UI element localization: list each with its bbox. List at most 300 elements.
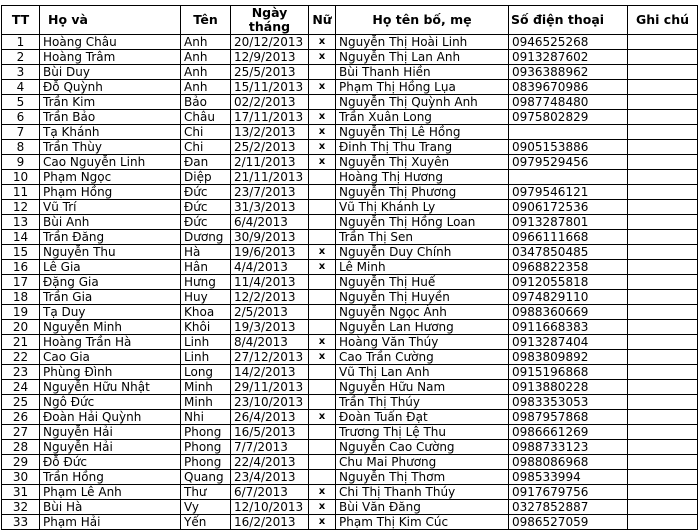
cell-ho-va[interactable]: Phùng Đình xyxy=(40,365,181,380)
cell-ten[interactable]: Khôi xyxy=(181,320,231,335)
cell-phone[interactable]: 0974829110 xyxy=(509,290,628,305)
table-row xyxy=(2,305,698,320)
cell-ten[interactable]: Khoa xyxy=(181,305,231,320)
cell-tt[interactable]: 14 xyxy=(2,230,40,245)
cell-parent[interactable]: Nguyễn Hữu Nam xyxy=(336,380,509,395)
table-row xyxy=(2,230,698,245)
cell-nu[interactable]: x xyxy=(309,35,336,50)
cell-tt[interactable]: 16 xyxy=(2,260,40,275)
cell-date[interactable]: 2/11/2013 xyxy=(231,155,309,170)
cell-note[interactable] xyxy=(628,215,698,230)
table-row xyxy=(2,245,698,260)
table-row xyxy=(2,140,698,155)
table-row xyxy=(2,200,698,215)
cell-parent[interactable]: Cao Trần Cường xyxy=(336,350,509,365)
cell-phone[interactable]: 0987748480 xyxy=(509,95,628,110)
cell-ho-va[interactable]: Phạm Hải xyxy=(40,515,181,530)
cell-ho-va[interactable]: Trần Gia xyxy=(40,290,181,305)
cell-phone[interactable]: 0911668383 xyxy=(509,320,628,335)
cell-ten[interactable]: Nhi xyxy=(181,410,231,425)
cell-tt[interactable]: 33 xyxy=(2,515,40,530)
table-row xyxy=(2,80,698,95)
cell-note[interactable] xyxy=(628,515,698,530)
cell-date[interactable]: 29/11/2013 xyxy=(231,380,309,395)
cell-note[interactable] xyxy=(628,275,698,290)
cell-parent[interactable]: Trần Thị Thúy xyxy=(336,395,509,410)
cell-ten[interactable]: Đức xyxy=(181,200,231,215)
table-row xyxy=(2,455,698,470)
cell-phone[interactable]: 0988733123 xyxy=(509,440,628,455)
cell-ten[interactable]: Diệp xyxy=(181,170,231,185)
cell-parent[interactable]: Đinh Thị Thu Trang xyxy=(336,140,509,155)
cell-nu[interactable]: x xyxy=(309,335,336,350)
cell-tt[interactable]: 29 xyxy=(2,455,40,470)
cell-ho-va[interactable]: Phạm Ngọc xyxy=(40,170,181,185)
cell-note[interactable] xyxy=(628,395,698,410)
cell-date[interactable]: 17/11/2013 xyxy=(231,110,309,125)
cell-phone[interactable]: 0913287602 xyxy=(509,50,628,65)
cell-tt[interactable]: 32 xyxy=(2,500,40,515)
table-row xyxy=(2,215,698,230)
table-row xyxy=(2,500,698,515)
cell-date[interactable]: 16/2/2013 xyxy=(231,515,309,530)
cell-note[interactable] xyxy=(628,485,698,500)
cell-ten[interactable]: Phong xyxy=(181,425,231,440)
cell-parent[interactable]: Chu Mai Phương xyxy=(336,455,509,470)
cell-ho-va[interactable]: Cao Gia xyxy=(40,350,181,365)
table-row xyxy=(2,335,698,350)
cell-parent[interactable]: Hoàng Văn Thúy xyxy=(336,335,509,350)
cell-phone[interactable]: 0936388962 xyxy=(509,65,628,80)
cell-date[interactable]: 21/11/2013 xyxy=(231,170,309,185)
cell-tt[interactable]: 22 xyxy=(2,350,40,365)
cell-note[interactable] xyxy=(628,440,698,455)
cell-ten[interactable]: Long xyxy=(181,365,231,380)
cell-phone[interactable]: 0988086968 xyxy=(509,455,628,470)
cell-nu[interactable]: x xyxy=(309,155,336,170)
cell-note[interactable] xyxy=(628,155,698,170)
cell-note[interactable] xyxy=(628,200,698,215)
header-note[interactable]: Ghi chú xyxy=(628,6,698,35)
cell-ho-va[interactable]: Trần Bảo xyxy=(40,110,181,125)
cell-tt[interactable]: 12 xyxy=(2,200,40,215)
cell-note[interactable] xyxy=(628,245,698,260)
cell-nu[interactable] xyxy=(309,365,336,380)
cell-nu[interactable]: x xyxy=(309,515,336,530)
cell-date[interactable]: 27/12/2013 xyxy=(231,350,309,365)
cell-date[interactable]: 23/7/2013 xyxy=(231,185,309,200)
cell-parent[interactable]: Nguyễn Thị Quỳnh Anh xyxy=(336,95,509,110)
cell-tt[interactable]: 26 xyxy=(2,410,40,425)
cell-ten[interactable]: Huy xyxy=(181,290,231,305)
cell-date[interactable]: 12/2/2013 xyxy=(231,290,309,305)
cell-ho-va[interactable]: Bùi Duy xyxy=(40,65,181,80)
cell-note[interactable] xyxy=(628,185,698,200)
cell-nu[interactable]: x xyxy=(309,410,336,425)
cell-ten[interactable]: Hưng xyxy=(181,275,231,290)
cell-date[interactable]: 15/11/2013 xyxy=(231,80,309,95)
table-row xyxy=(2,290,698,305)
cell-nu[interactable]: x xyxy=(309,125,336,140)
cell-nu[interactable] xyxy=(309,275,336,290)
cell-tt[interactable]: 1 xyxy=(2,35,40,50)
cell-phone[interactable]: 0983353053 xyxy=(509,395,628,410)
cell-phone[interactable]: 0975802829 xyxy=(509,110,628,125)
cell-date[interactable]: 14/2/2013 xyxy=(231,365,309,380)
cell-note[interactable] xyxy=(628,50,698,65)
cell-tt[interactable]: 8 xyxy=(2,140,40,155)
cell-ten[interactable]: Linh xyxy=(181,350,231,365)
cell-ho-va[interactable]: Nguyễn Minh xyxy=(40,320,181,335)
cell-note[interactable] xyxy=(628,260,698,275)
cell-ten[interactable]: Dương xyxy=(181,230,231,245)
cell-tt[interactable]: 27 xyxy=(2,425,40,440)
cell-nu[interactable]: x xyxy=(309,140,336,155)
cell-tt[interactable]: 21 xyxy=(2,335,40,350)
cell-ten[interactable]: Anh xyxy=(181,80,231,95)
cell-parent[interactable]: Nguyễn Ngọc Ánh xyxy=(336,305,509,320)
table-row xyxy=(2,470,698,485)
cell-nu[interactable] xyxy=(309,215,336,230)
cell-ho-va[interactable]: Nguyễn Hải xyxy=(40,425,181,440)
cell-parent[interactable]: Nguyễn Thị Huế xyxy=(336,275,509,290)
cell-tt[interactable]: 20 xyxy=(2,320,40,335)
cell-phone[interactable]: 0987957868 xyxy=(509,410,628,425)
cell-tt[interactable]: 23 xyxy=(2,365,40,380)
cell-ho-va[interactable]: Phạm Hồng xyxy=(40,185,181,200)
cell-tt[interactable]: 3 xyxy=(2,65,40,80)
cell-date[interactable]: 8/4/2013 xyxy=(231,335,309,350)
cell-phone[interactable]: 0912055818 xyxy=(509,275,628,290)
cell-date[interactable]: 23/10/2013 xyxy=(231,395,309,410)
cell-tt[interactable]: 10 xyxy=(2,170,40,185)
cell-ho-va[interactable]: Hoàng Trần Hà xyxy=(40,335,181,350)
cell-ho-va[interactable]: Đỗ Đức xyxy=(40,455,181,470)
cell-ten[interactable]: Phong xyxy=(181,455,231,470)
cell-ho-va[interactable]: Trần Kim xyxy=(40,95,181,110)
cell-ten[interactable]: Bảo xyxy=(181,95,231,110)
cell-note[interactable] xyxy=(628,110,698,125)
table-row xyxy=(2,110,698,125)
cell-ho-va[interactable]: Nguyễn Hải xyxy=(40,440,181,455)
cell-date[interactable]: 26/4/2013 xyxy=(231,410,309,425)
cell-parent[interactable]: Nguyễn Thị Huyền xyxy=(336,290,509,305)
cell-ho-va[interactable]: Đỗ Quỳnh xyxy=(40,80,181,95)
cell-tt[interactable]: 11 xyxy=(2,185,40,200)
cell-parent[interactable]: Nguyễn Thị Lan Anh xyxy=(336,50,509,65)
cell-ho-va[interactable]: Bùi Anh xyxy=(40,215,181,230)
cell-phone[interactable]: 0968822358 xyxy=(509,260,628,275)
cell-ten[interactable]: Chi xyxy=(181,140,231,155)
cell-nu[interactable]: x xyxy=(309,260,336,275)
table-row xyxy=(2,380,698,395)
cell-ho-va[interactable]: Vũ Trí xyxy=(40,200,181,215)
cell-parent[interactable]: Nguyễn Thị Phương xyxy=(336,185,509,200)
table-row xyxy=(2,35,698,50)
cell-ho-va[interactable]: Đoàn Hải Quỳnh xyxy=(40,410,181,425)
cell-ho-va[interactable]: Trần Hồng xyxy=(40,470,181,485)
cell-note[interactable] xyxy=(628,410,698,425)
cell-nu[interactable] xyxy=(309,95,336,110)
cell-note[interactable] xyxy=(628,230,698,245)
cell-ten[interactable]: Minh xyxy=(181,395,231,410)
cell-tt[interactable]: 9 xyxy=(2,155,40,170)
cell-note[interactable] xyxy=(628,125,698,140)
cell-date[interactable]: 02/2/2013 xyxy=(231,95,309,110)
cell-parent[interactable]: Nguyễn Thị Xuyên xyxy=(336,155,509,170)
cell-ten[interactable]: Anh xyxy=(181,65,231,80)
cell-date[interactable]: 4/4/2013 xyxy=(231,260,309,275)
cell-nu[interactable] xyxy=(309,170,336,185)
cell-note[interactable] xyxy=(628,35,698,50)
cell-date[interactable]: 13/2/2013 xyxy=(231,125,309,140)
cell-parent[interactable]: Nguyễn Thị Hồng Loan xyxy=(336,215,509,230)
cell-nu[interactable]: x xyxy=(309,50,336,65)
table-row xyxy=(2,275,698,290)
cell-ho-va[interactable]: Phạm Lê Anh xyxy=(40,485,181,500)
cell-parent[interactable]: Nguyễn Duy Chính xyxy=(336,245,509,260)
cell-phone[interactable]: 0915196868 xyxy=(509,365,628,380)
cell-note[interactable] xyxy=(628,500,698,515)
cell-parent[interactable]: Vũ Thị Lan Anh xyxy=(336,365,509,380)
cell-phone[interactable]: 0327852887 xyxy=(509,500,628,515)
cell-ho-va[interactable]: Đặng Gia xyxy=(40,275,181,290)
cell-note[interactable] xyxy=(628,335,698,350)
cell-note[interactable] xyxy=(628,170,698,185)
cell-note[interactable] xyxy=(628,350,698,365)
cell-date[interactable]: 6/7/2013 xyxy=(231,485,309,500)
cell-parent[interactable]: Lê Minh xyxy=(336,260,509,275)
table-row xyxy=(2,155,698,170)
cell-parent[interactable]: Phạm Thị Hồng Lụa xyxy=(336,80,509,95)
cell-tt[interactable]: 19 xyxy=(2,305,40,320)
cell-parent[interactable]: Trương Thị Lệ Thu xyxy=(336,425,509,440)
cell-ho-va[interactable]: Ngô Đức xyxy=(40,395,181,410)
cell-nu[interactable]: x xyxy=(309,350,336,365)
cell-ten[interactable]: Anh xyxy=(181,35,231,50)
cell-phone[interactable] xyxy=(509,170,628,185)
cell-ten[interactable]: Quang xyxy=(181,470,231,485)
cell-ten[interactable]: Thư xyxy=(181,485,231,500)
cell-parent[interactable]: Phạm Thị Kim Cúc xyxy=(336,515,509,530)
cell-nu[interactable] xyxy=(309,65,336,80)
cell-date[interactable]: 30/9/2013 xyxy=(231,230,309,245)
cell-nu[interactable] xyxy=(309,440,336,455)
cell-date[interactable]: 11/4/2013 xyxy=(231,275,309,290)
cell-nu[interactable] xyxy=(309,380,336,395)
cell-ho-va[interactable]: Tạ Khánh xyxy=(40,125,181,140)
table-row xyxy=(2,395,698,410)
cell-phone[interactable]: 0906172536 xyxy=(509,200,628,215)
cell-ho-va[interactable]: Nguyễn Thu xyxy=(40,245,181,260)
cell-date[interactable]: 20/12/2013 xyxy=(231,35,309,50)
cell-tt[interactable]: 2 xyxy=(2,50,40,65)
cell-date[interactable]: 7/7/2013 xyxy=(231,440,309,455)
cell-tt[interactable]: 24 xyxy=(2,380,40,395)
cell-phone[interactable]: 0979529456 xyxy=(509,155,628,170)
cell-ho-va[interactable]: Cao Nguyễn Linh xyxy=(40,155,181,170)
header-nu[interactable]: Nữ xyxy=(309,6,336,35)
cell-tt[interactable]: 25 xyxy=(2,395,40,410)
cell-tt[interactable]: 6 xyxy=(2,110,40,125)
cell-date[interactable]: 12/10/2013 xyxy=(231,500,309,515)
cell-note[interactable] xyxy=(628,140,698,155)
cell-nu[interactable] xyxy=(309,455,336,470)
cell-parent[interactable]: Nguyễn Thị Lê Hồng xyxy=(336,125,509,140)
cell-ten[interactable]: Minh xyxy=(181,380,231,395)
cell-phone[interactable]: 0983809892 xyxy=(509,350,628,365)
cell-tt[interactable]: 17 xyxy=(2,275,40,290)
cell-date[interactable]: 16/5/2013 xyxy=(231,425,309,440)
cell-ten[interactable]: Đức xyxy=(181,185,231,200)
cell-nu[interactable]: x xyxy=(309,80,336,95)
cell-note[interactable] xyxy=(628,305,698,320)
cell-phone[interactable]: 0913287801 xyxy=(509,215,628,230)
header-ten[interactable]: Tên xyxy=(181,6,231,35)
cell-ten[interactable]: Hà xyxy=(181,245,231,260)
cell-parent[interactable]: Nguyễn Thị Hoài Linh xyxy=(336,35,509,50)
cell-ho-va[interactable]: Bùi Hà xyxy=(40,500,181,515)
cell-nu[interactable]: x xyxy=(309,485,336,500)
table-row xyxy=(2,320,698,335)
cell-phone[interactable]: 0986527059 xyxy=(509,515,628,530)
table-row xyxy=(2,425,698,440)
cell-nu[interactable] xyxy=(309,470,336,485)
cell-tt[interactable]: 4 xyxy=(2,80,40,95)
cell-tt[interactable]: 30 xyxy=(2,470,40,485)
cell-note[interactable] xyxy=(628,365,698,380)
cell-note[interactable] xyxy=(628,95,698,110)
cell-tt[interactable]: 7 xyxy=(2,125,40,140)
cell-date[interactable]: 22/4/2013 xyxy=(231,455,309,470)
cell-phone[interactable]: 0913287404 xyxy=(509,335,628,350)
cell-note[interactable] xyxy=(628,65,698,80)
cell-date[interactable]: 25/5/2013 xyxy=(231,65,309,80)
cell-phone[interactable]: 0917679756 xyxy=(509,485,628,500)
cell-date[interactable]: 6/4/2013 xyxy=(231,215,309,230)
cell-phone[interactable]: 0913880228 xyxy=(509,380,628,395)
cell-ho-va[interactable]: Trần Đăng xyxy=(40,230,181,245)
cell-note[interactable] xyxy=(628,470,698,485)
table-row xyxy=(2,440,698,455)
cell-ten[interactable]: Đức xyxy=(181,215,231,230)
table-row xyxy=(2,50,698,65)
table-row xyxy=(2,410,698,425)
cell-nu[interactable] xyxy=(309,425,336,440)
cell-note[interactable] xyxy=(628,455,698,470)
cell-phone[interactable]: 098533994 xyxy=(509,470,628,485)
cell-phone[interactable]: 0986661269 xyxy=(509,425,628,440)
cell-ho-va[interactable]: Hoàng Châu xyxy=(40,35,181,50)
cell-parent[interactable]: Nguyễn Thị Thơm xyxy=(336,470,509,485)
cell-nu[interactable] xyxy=(309,305,336,320)
student-table xyxy=(1,5,698,530)
cell-ho-va[interactable]: Nguyễn Hữu Nhật xyxy=(40,380,181,395)
cell-tt[interactable]: 5 xyxy=(2,95,40,110)
table-row xyxy=(2,365,698,380)
cell-parent[interactable]: Hoàng Thị Hương xyxy=(336,170,509,185)
cell-phone[interactable]: 0979546121 xyxy=(509,185,628,200)
cell-ho-va[interactable]: Lê Gia xyxy=(40,260,181,275)
cell-date[interactable]: 19/3/2013 xyxy=(231,320,309,335)
cell-note[interactable] xyxy=(628,425,698,440)
table-row xyxy=(2,260,698,275)
cell-phone[interactable]: 0905153886 xyxy=(509,140,628,155)
header-ho-va[interactable]: Họ và xyxy=(40,6,181,35)
header-tt[interactable]: TT xyxy=(2,6,40,35)
cell-ten[interactable]: Chi xyxy=(181,125,231,140)
cell-nu[interactable] xyxy=(309,320,336,335)
cell-parent[interactable]: Trần Thị Sen xyxy=(336,230,509,245)
cell-date[interactable]: 12/9/2013 xyxy=(231,50,309,65)
cell-note[interactable] xyxy=(628,380,698,395)
header-parent[interactable]: Họ tên bố, mẹ xyxy=(336,6,509,35)
cell-nu[interactable] xyxy=(309,200,336,215)
cell-parent[interactable]: Trần Xuân Long xyxy=(336,110,509,125)
cell-nu[interactable]: x xyxy=(309,245,336,260)
cell-tt[interactable]: 18 xyxy=(2,290,40,305)
cell-note[interactable] xyxy=(628,320,698,335)
cell-date[interactable]: 23/4/2013 xyxy=(231,470,309,485)
cell-phone[interactable]: 0966111668 xyxy=(509,230,628,245)
cell-ten[interactable]: Yến xyxy=(181,515,231,530)
cell-date[interactable]: 25/2/2013 xyxy=(231,140,309,155)
cell-nu[interactable] xyxy=(309,185,336,200)
cell-tt[interactable]: 15 xyxy=(2,245,40,260)
cell-phone[interactable]: 0988360669 xyxy=(509,305,628,320)
cell-parent[interactable]: Chi Thị Thanh Thúy xyxy=(336,485,509,500)
cell-ten[interactable]: Đan xyxy=(181,155,231,170)
cell-ho-va[interactable]: Hoàng Trâm xyxy=(40,50,181,65)
cell-phone[interactable] xyxy=(509,125,628,140)
cell-phone[interactable]: 0347850485 xyxy=(509,245,628,260)
cell-nu[interactable] xyxy=(309,230,336,245)
cell-date[interactable]: 19/6/2013 xyxy=(231,245,309,260)
cell-parent[interactable]: Nguyễn Cao Cường xyxy=(336,440,509,455)
table-row xyxy=(2,170,698,185)
cell-note[interactable] xyxy=(628,80,698,95)
cell-ho-va[interactable]: Trần Thùy xyxy=(40,140,181,155)
cell-ten[interactable]: Linh xyxy=(181,335,231,350)
cell-ten[interactable]: Anh xyxy=(181,50,231,65)
cell-nu[interactable]: x xyxy=(309,110,336,125)
cell-tt[interactable]: 13 xyxy=(2,215,40,230)
cell-date[interactable]: 2/5/2013 xyxy=(231,305,309,320)
cell-ten[interactable]: Châu xyxy=(181,110,231,125)
cell-note[interactable] xyxy=(628,290,698,305)
cell-ten[interactable]: Hân xyxy=(181,260,231,275)
cell-nu[interactable]: x xyxy=(309,500,336,515)
cell-date[interactable]: 31/3/2013 xyxy=(231,200,309,215)
cell-parent[interactable]: Bùi Văn Đăng xyxy=(336,500,509,515)
cell-phone[interactable]: 0839670986 xyxy=(509,80,628,95)
cell-tt[interactable]: 31 xyxy=(2,485,40,500)
header-ngay-thang[interactable]: Ngày tháng xyxy=(231,6,309,35)
cell-parent[interactable]: Vũ Thị Khánh Ly xyxy=(336,200,509,215)
cell-nu[interactable] xyxy=(309,395,336,410)
table-row xyxy=(2,185,698,200)
cell-parent[interactable]: Đoàn Tuấn Đạt xyxy=(336,410,509,425)
header-phone[interactable]: Số điện thoại xyxy=(509,6,628,35)
cell-phone[interactable]: 0946525268 xyxy=(509,35,628,50)
cell-nu[interactable] xyxy=(309,290,336,305)
cell-parent[interactable]: Nguyễn Lan Hương xyxy=(336,320,509,335)
cell-ten[interactable]: Phong xyxy=(181,440,231,455)
cell-ten[interactable]: Vy xyxy=(181,500,231,515)
cell-ho-va[interactable]: Tạ Duy xyxy=(40,305,181,320)
cell-tt[interactable]: 28 xyxy=(2,440,40,455)
cell-parent[interactable]: Bùi Thanh Hiền xyxy=(336,65,509,80)
